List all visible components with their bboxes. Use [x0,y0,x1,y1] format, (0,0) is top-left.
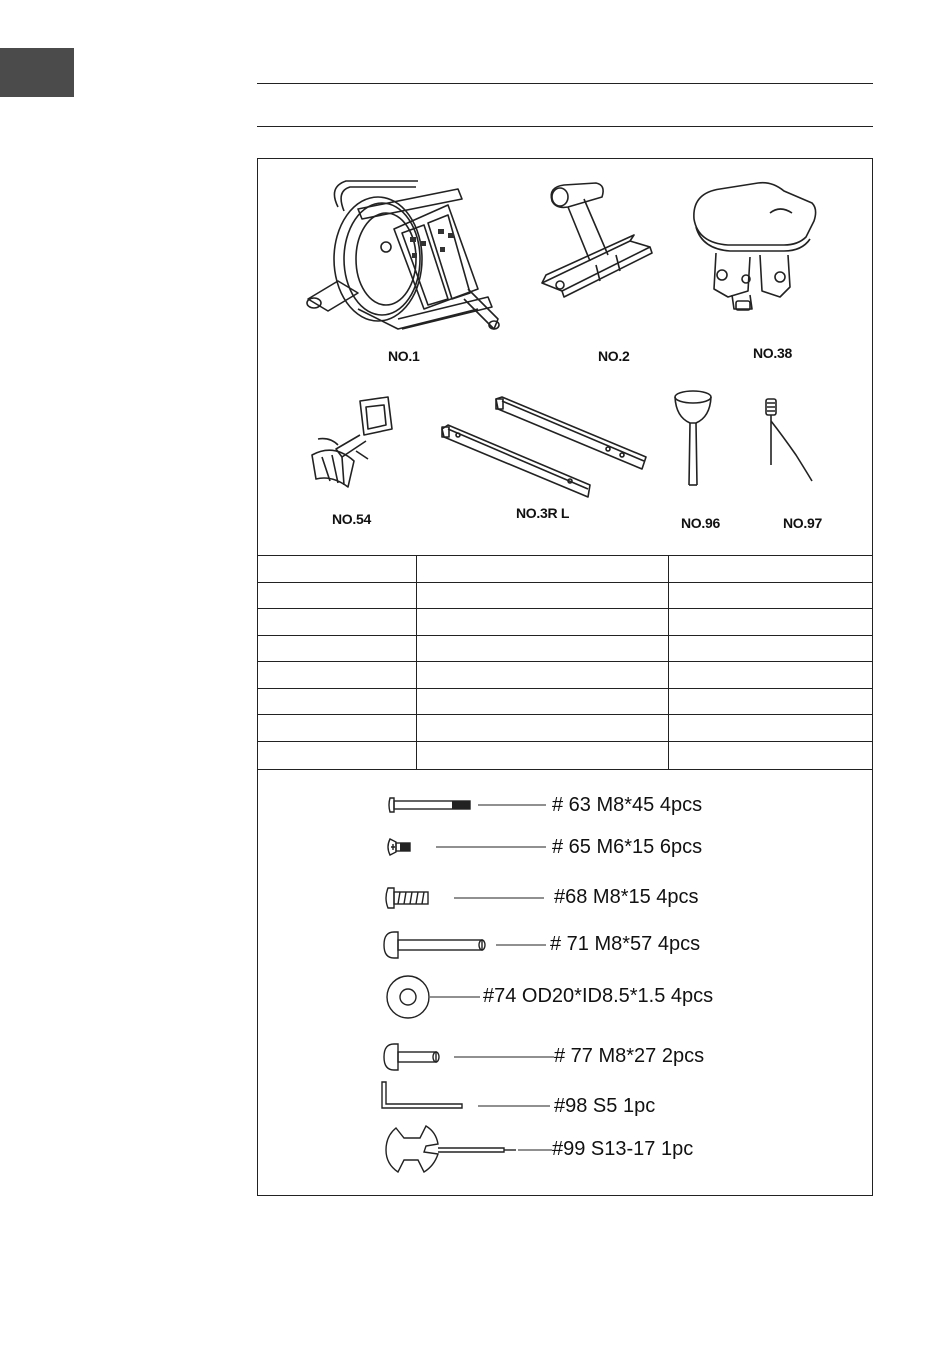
allen-key-98-icon [378,1080,558,1112]
table-column-line [668,556,669,770]
hardware-label-71: # 71 M8*57 4pcs [550,933,701,955]
hardware-label-65: # 65 M6*15 6pcs [552,836,703,858]
header-rule-bottom [257,126,873,127]
part-label-no2: NO.2 [598,348,630,364]
sensor-illustration-icon [754,395,824,485]
part-label-no54: NO.54 [332,511,371,527]
header-rule-top [257,83,873,84]
wrench-99-icon [384,1124,559,1174]
table-column-line [416,556,417,770]
part-label-no3rl: NO.3R L [516,505,570,521]
part-label-no1: NO.1 [388,348,420,364]
part-label-no96: NO.96 [681,515,720,531]
hardware-label-68: #68 M8*15 4pcs [554,886,699,908]
bolt-77-icon [384,1042,559,1072]
table-row-line [258,608,872,609]
stabilizer-illustration-icon [538,177,668,302]
parts-table [258,555,872,770]
bolt-68-icon [384,884,554,912]
main-parts-panel [258,159,872,555]
language-tab [0,48,74,97]
hardware-label-63: # 63 M8*45 4pcs [552,794,703,816]
frame-illustration-icon [298,169,508,339]
hardware-label-99: #99 S13-17 1pc [552,1138,694,1160]
seat-illustration-icon [688,179,823,314]
parts-list-frame [257,158,873,1196]
table-row-line [258,741,872,742]
table-row-line [258,714,872,715]
bolt-63-icon [386,794,556,816]
hardware-label-74: #74 OD20*ID8.5*1.5 4pcs [483,985,714,1007]
console-illustration-icon [308,395,398,493]
hardware-label-77: # 77 M8*27 2pcs [554,1045,705,1067]
table-row-line [258,661,872,662]
rails-illustration-icon [438,395,653,501]
hardware-label-98: #98 S5 1pc [554,1095,656,1117]
bolt-71-icon [384,930,554,960]
hardware-panel [258,769,872,1196]
table-row-line [258,582,872,583]
table-row-line [258,635,872,636]
screw-65-icon [386,836,556,858]
funnel-illustration-icon [668,387,718,487]
part-label-no97: NO.97 [783,515,822,531]
part-label-no38: NO.38 [753,345,792,361]
table-row-line [258,688,872,689]
washer-74-icon [384,974,484,1020]
